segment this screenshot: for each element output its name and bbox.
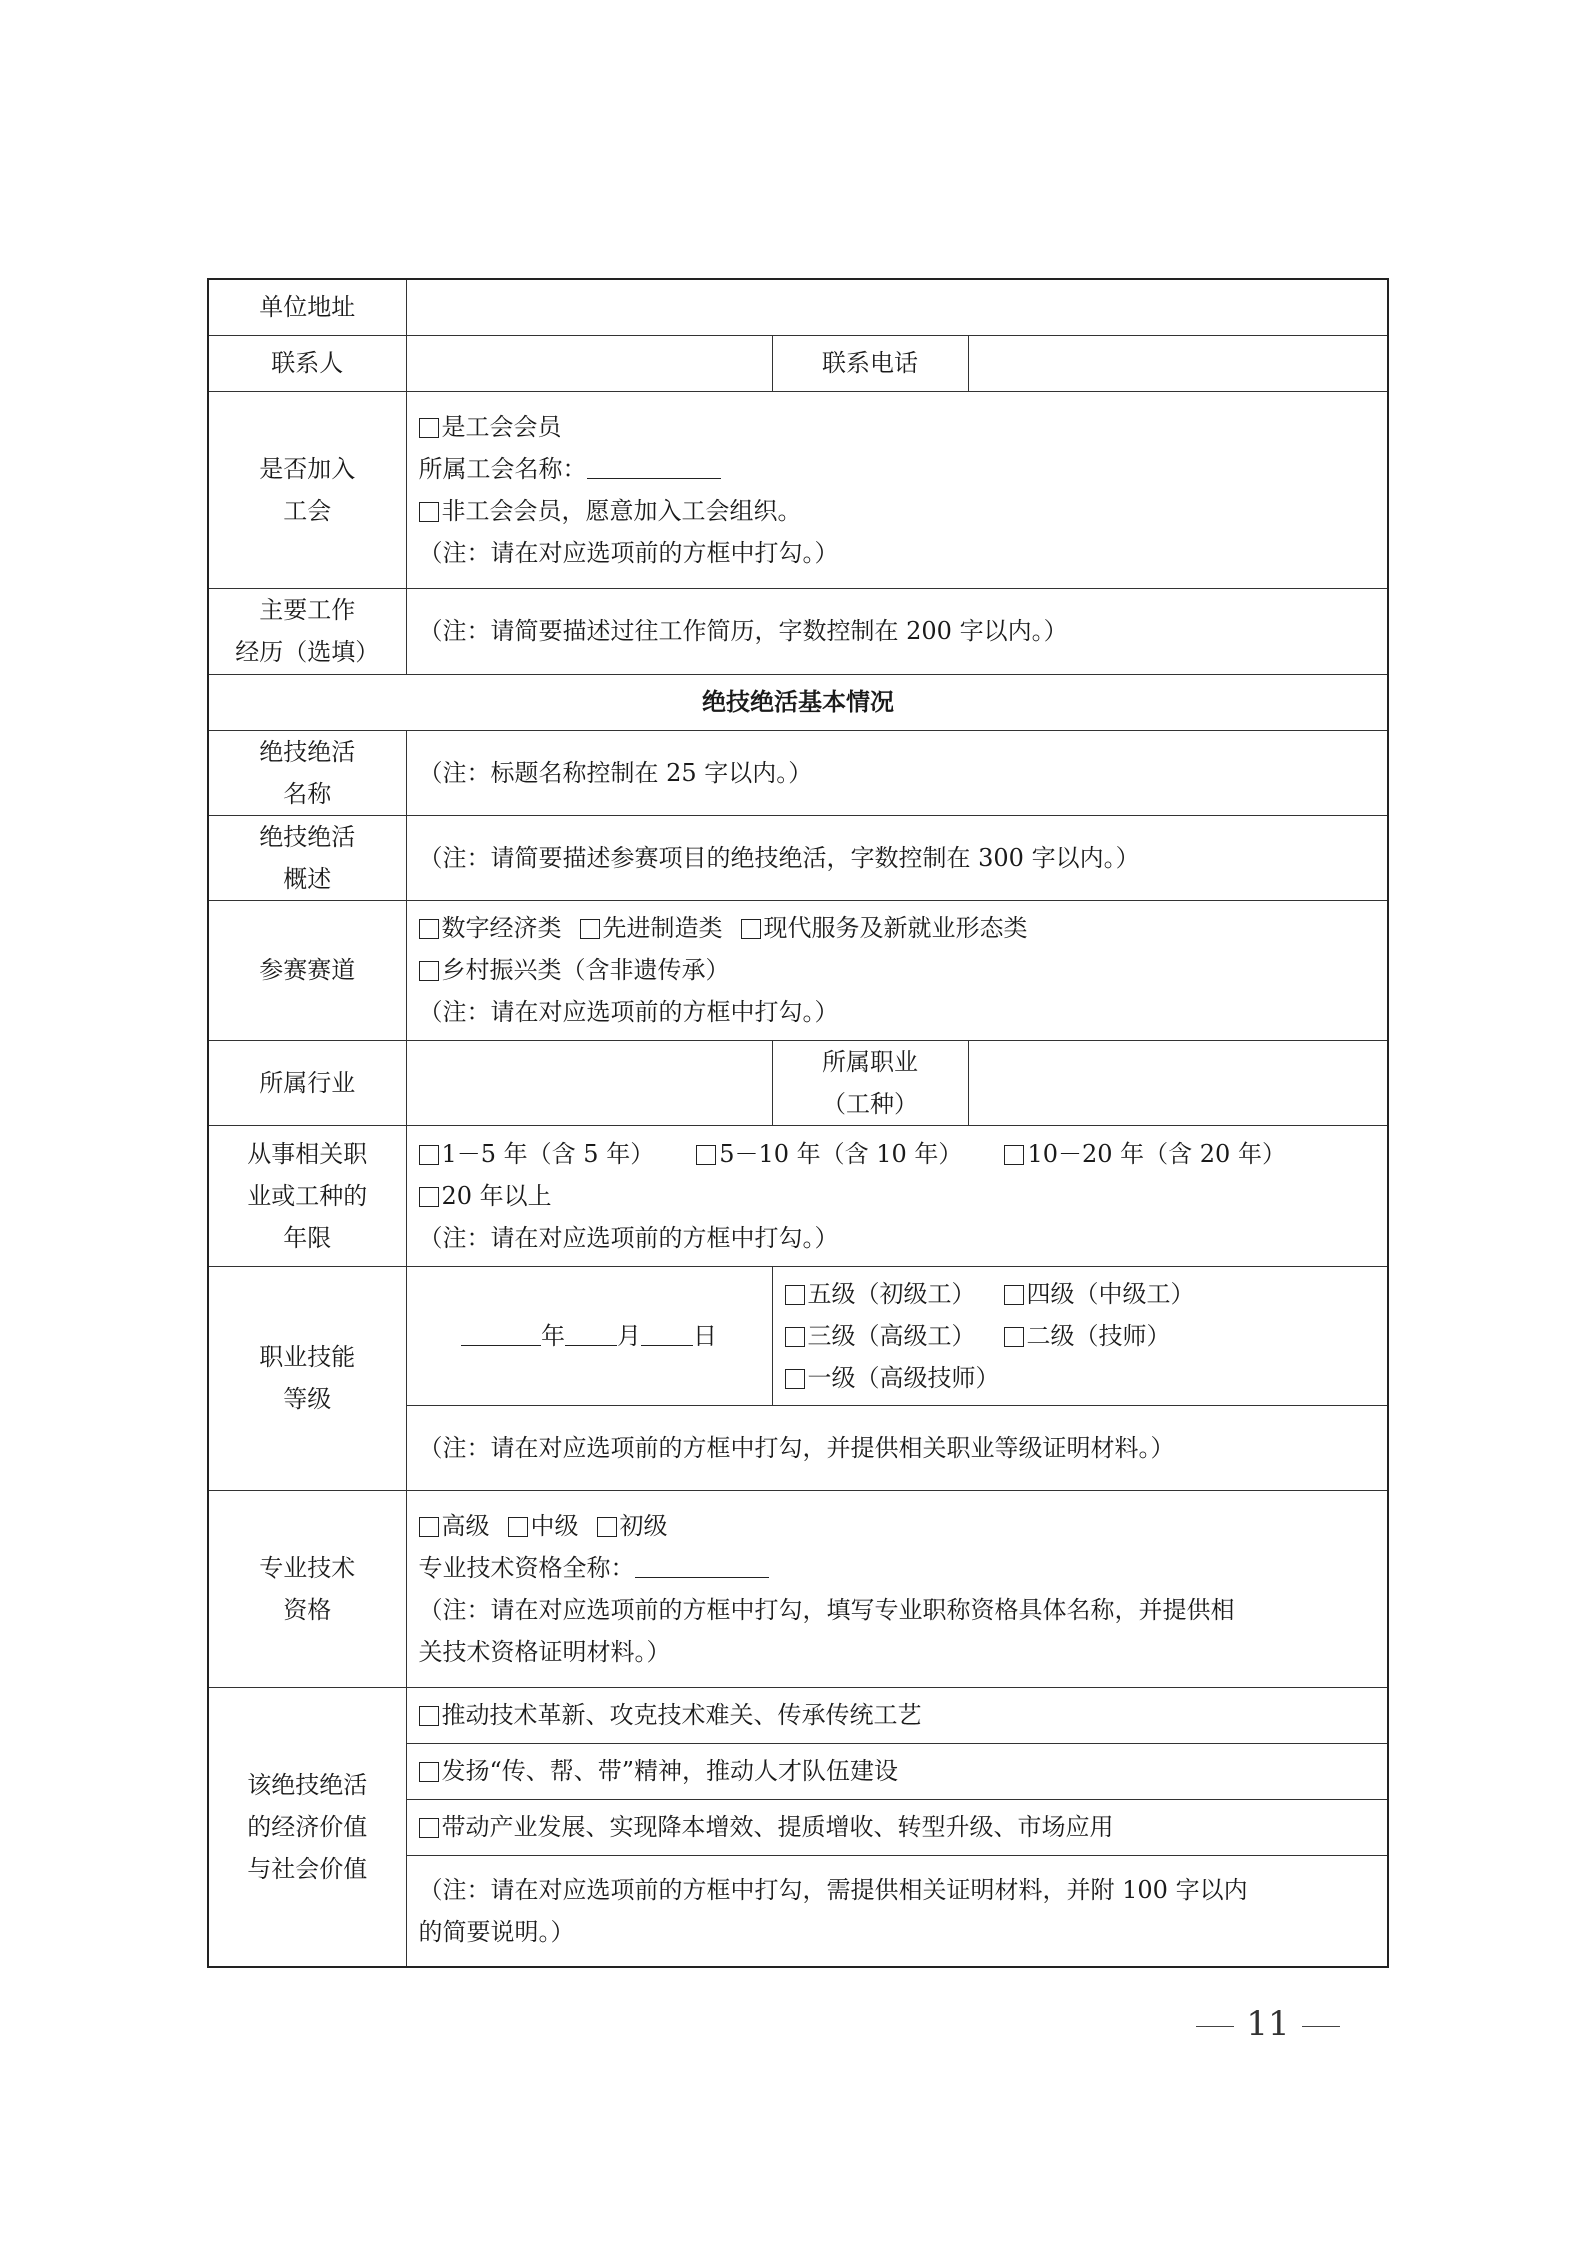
occupation-label-line2: （工种） — [822, 1089, 918, 1118]
value-option-2[interactable]: 发扬“传、帮、带”精神，推动人才队伍建设 — [406, 1743, 1388, 1799]
value-option-3[interactable]: 带动产业发展、实现降本增效、提质增收、转型升级、市场应用 — [406, 1799, 1388, 1855]
occupation-label — [772, 1040, 968, 1125]
industry-input[interactable] — [406, 1040, 772, 1125]
years-option-10-20[interactable]: 10－20 年（含 20 年） — [1004, 1133, 1286, 1175]
row-skill-level — [208, 1266, 1388, 1405]
years-label-line1: 从事相关职 — [247, 1139, 368, 1168]
row-union — [208, 391, 1388, 588]
address-label: 单位地址 — [208, 279, 406, 335]
work-history-input[interactable]: （注：请简要描述过往工作简历，字数控制在 200 字以内。） — [406, 588, 1388, 674]
tech-mid-option[interactable]: 中级 — [508, 1505, 579, 1547]
level-5-option[interactable]: 五级（初级工） — [785, 1273, 976, 1315]
level-3-option[interactable]: 三级（高级工） — [785, 1315, 976, 1357]
skill-level-options — [772, 1266, 1388, 1405]
phone-label: 联系电话 — [772, 335, 968, 391]
checkbox[interactable] — [419, 1517, 439, 1537]
union-label-line2: 工会 — [283, 496, 332, 525]
dash-left — [1196, 2026, 1234, 2027]
checkbox[interactable] — [580, 919, 600, 939]
day-input[interactable] — [641, 1319, 693, 1346]
month-input[interactable] — [565, 1319, 617, 1346]
years-option-5-10[interactable]: 5－10 年（含 10 年） — [696, 1133, 962, 1175]
skill-level-options-line2 — [785, 1315, 1376, 1357]
checkbox[interactable] — [419, 1762, 439, 1782]
track-option-manufacturing[interactable]: 先进制造类 — [580, 907, 723, 949]
tech-full-name-field: 专业技术资格全称： — [419, 1547, 1376, 1589]
value-label-line2: 的经济价值 — [247, 1812, 368, 1841]
row-contact — [208, 335, 1388, 391]
page-number-text: 11 — [1246, 2004, 1290, 2044]
dash-right — [1302, 2026, 1340, 2027]
value-label — [208, 1687, 406, 1967]
skill-name-label-line1: 绝技绝活 — [259, 737, 356, 766]
level-2-option[interactable]: 二级（技师） — [1004, 1315, 1171, 1357]
skill-level-date: 年 月 日 — [406, 1266, 772, 1405]
page-number — [1178, 2004, 1358, 2044]
row-industry — [208, 1040, 1388, 1125]
year-input[interactable] — [461, 1319, 541, 1346]
years-note: （注：请在对应选项前的方框中打勾。） — [418, 1223, 839, 1252]
years-options — [406, 1125, 1388, 1266]
track-note: （注：请在对应选项前的方框中打勾。） — [418, 998, 839, 1026]
tech-full-name-input[interactable] — [635, 1551, 769, 1578]
value-note — [406, 1855, 1388, 1967]
occupation-input[interactable] — [968, 1040, 1388, 1125]
checkbox[interactable] — [419, 418, 439, 438]
value-option-1[interactable]: 推动技术革新、攻克技术难关、传承传统工艺 — [406, 1687, 1388, 1743]
union-note: （注：请在对应选项前的方框中打勾。） — [418, 538, 839, 567]
tech-qual-note-line1: （注：请在对应选项前的方框中打勾，填写专业职称资格具体名称，并提供相 — [418, 1595, 1235, 1624]
years-label-line2: 业或工种的 — [247, 1181, 368, 1210]
level-4-option[interactable]: 四级（中级工） — [1004, 1273, 1195, 1315]
skill-level-label-line1: 职业技能 — [259, 1343, 356, 1371]
tech-qual-label-line2: 资格 — [283, 1595, 332, 1624]
years-option-1-5[interactable]: 1－5 年（含 5 年） — [419, 1133, 655, 1175]
checkbox[interactable] — [696, 1145, 716, 1165]
tech-junior-option[interactable]: 初级 — [597, 1505, 668, 1547]
row-skill-summary — [208, 815, 1388, 900]
address-input[interactable] — [406, 279, 1388, 335]
skill-summary-input[interactable]: （注：请简要描述参赛项目的绝技绝活，字数控制在 300 字以内。） — [406, 815, 1388, 900]
section-title: 绝技绝活基本情况 — [208, 674, 1388, 730]
skill-name-label-line2: 名称 — [283, 779, 332, 808]
checkbox[interactable] — [419, 1187, 439, 1207]
skill-level-options-line1 — [785, 1273, 1376, 1315]
row-section-title — [208, 674, 1388, 730]
union-label — [208, 391, 406, 588]
union-not-member-option[interactable]: 非工会会员，愿意加入工会组织。 — [419, 490, 1376, 532]
tech-high-option[interactable]: 高级 — [419, 1505, 490, 1547]
value-label-line1: 该绝技绝活 — [247, 1770, 368, 1799]
contact-input[interactable] — [406, 335, 772, 391]
checkbox[interactable] — [1004, 1327, 1024, 1347]
years-label-line3: 年限 — [283, 1223, 332, 1252]
track-options — [406, 900, 1388, 1040]
checkbox[interactable] — [419, 1706, 439, 1726]
track-option-services[interactable]: 现代服务及新就业形态类 — [741, 907, 1028, 949]
row-track — [208, 900, 1388, 1040]
tech-qual-label — [208, 1490, 406, 1687]
union-name-field: 所属工会名称： — [419, 448, 1376, 490]
union-name-input[interactable] — [587, 452, 721, 479]
checkbox[interactable] — [1004, 1145, 1024, 1165]
checkbox[interactable] — [419, 502, 439, 522]
track-option-digital[interactable]: 数字经济类 — [419, 907, 562, 949]
level-1-option[interactable]: 一级（高级技师） — [785, 1357, 1376, 1399]
industry-label: 所属行业 — [208, 1040, 406, 1125]
skill-summary-label-line1: 绝技绝活 — [259, 822, 356, 851]
union-member-option[interactable]: 是工会会员 — [419, 406, 1376, 448]
skill-level-label-line2: 等级 — [283, 1385, 332, 1413]
checkbox[interactable] — [785, 1369, 805, 1389]
checkbox[interactable] — [785, 1327, 805, 1347]
checkbox[interactable] — [1004, 1285, 1024, 1305]
union-label-line1: 是否加入 — [259, 454, 356, 483]
row-skill-name — [208, 730, 1388, 815]
track-label: 参赛赛道 — [208, 900, 406, 1040]
skill-level-note: （注：请在对应选项前的方框中打勾，并提供相关职业等级证明材料。） — [406, 1405, 1388, 1490]
value-label-line3: 与社会价值 — [247, 1854, 368, 1883]
years-options-line1 — [419, 1133, 1376, 1175]
tech-qual-note-line2: 关技术资格证明材料。） — [418, 1637, 671, 1666]
work-history-label — [208, 588, 406, 674]
registration-form-table — [207, 278, 1389, 1968]
skill-name-label — [208, 730, 406, 815]
row-value-1 — [208, 1687, 1388, 1743]
years-option-20-plus[interactable]: 20 年以上 — [419, 1175, 1376, 1217]
track-option-rural[interactable]: 乡村振兴类（含非遗传承） — [419, 949, 1376, 991]
row-work-history — [208, 588, 1388, 674]
checkbox[interactable] — [597, 1517, 617, 1537]
row-tech-qual — [208, 1490, 1388, 1687]
checkbox[interactable] — [508, 1517, 528, 1537]
checkbox[interactable] — [419, 919, 439, 939]
checkbox[interactable] — [419, 1145, 439, 1165]
value-note-line2: 的简要说明。） — [418, 1917, 575, 1946]
tech-qual-label-line1: 专业技术 — [259, 1553, 356, 1582]
skill-level-label — [208, 1266, 406, 1490]
checkbox[interactable] — [785, 1285, 805, 1305]
row-address — [208, 279, 1388, 335]
work-history-label-line1: 主要工作 — [259, 596, 356, 624]
tech-qual-levels — [419, 1505, 1376, 1547]
checkbox[interactable] — [419, 961, 439, 981]
skill-summary-label-line2: 概述 — [283, 864, 332, 893]
tech-qual-options — [406, 1490, 1388, 1687]
contact-label: 联系人 — [208, 335, 406, 391]
phone-input[interactable] — [968, 335, 1388, 391]
years-label — [208, 1125, 406, 1266]
skill-summary-label — [208, 815, 406, 900]
checkbox[interactable] — [741, 919, 761, 939]
track-options-line1 — [419, 907, 1376, 949]
skill-name-input[interactable]: （注：标题名称控制在 25 字以内。） — [406, 730, 1388, 815]
checkbox[interactable] — [419, 1818, 439, 1838]
row-years — [208, 1125, 1388, 1266]
occupation-label-line1: 所属职业 — [822, 1047, 918, 1076]
work-history-label-line2: 经历（选填） — [235, 638, 380, 666]
value-note-line1: （注：请在对应选项前的方框中打勾，需提供相关证明材料，并附 100 字以内 — [418, 1875, 1248, 1904]
union-options — [406, 391, 1388, 588]
